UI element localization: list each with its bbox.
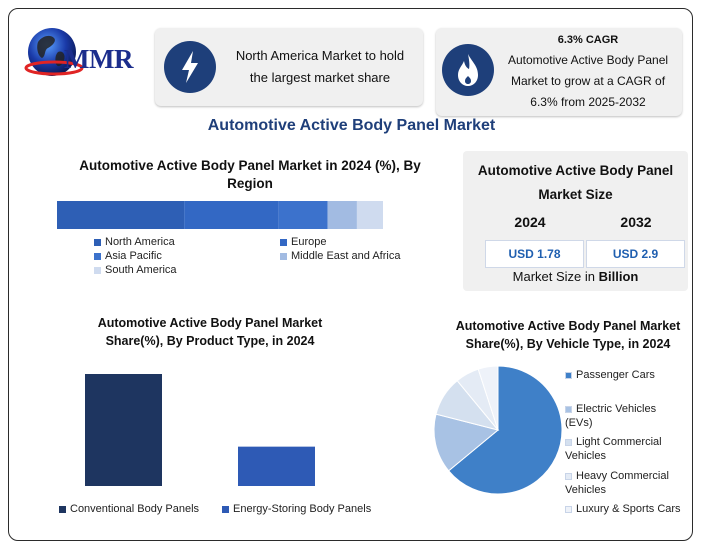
legend-swatch [565,406,572,413]
legend-label: Asia Pacific [105,250,162,262]
cagr-heading: 6.3% CAGR [557,34,619,46]
legend-swatch [565,506,572,513]
vehicle-legend-item-luxury-sports-cars [565,502,683,516]
region-bar-segment-middle-east-and-africa [328,201,357,229]
vehicle-legend-item-heavy-commercial-vehicles [565,469,683,497]
product-bar-energy-storing-body-panels [238,447,315,486]
legend-label: Energy-Storing Body Panels [233,503,372,515]
legend-swatch [565,439,572,446]
legend-swatch [222,506,229,513]
legend-swatch [280,239,287,246]
legend-swatch [94,267,101,274]
value-2032: USD 2.9 [586,240,685,268]
flame-icon [442,44,494,96]
legend-swatch [94,239,101,246]
page-title: Automotive Active Body Panel Market [207,117,496,134]
logo-text: MMR [64,44,133,74]
legend-swatch [94,253,101,260]
legend-label: North America [105,236,175,248]
region-legend-item-europe [280,236,326,248]
legend-label: Conventional Body Panels [70,503,200,515]
vehicle-legend-item-passenger-cars [565,368,683,382]
legend-label: Heavy Commercial Vehicles [565,470,669,496]
region-bar-segment-south-america [357,201,383,229]
region-stacked-bar [57,201,383,229]
note-prefix: Market Size in [512,269,599,284]
legend-label: Middle East and Africa [291,250,401,262]
product-bar-chart [60,360,360,490]
highlight-card-cagr [436,28,682,116]
year-2032: 2032 [620,214,652,230]
product-legend-item-energy-storing-body-panels [222,503,371,515]
vehicle-pie-chart [430,362,566,498]
vehicle-legend-item-light-commercial-vehicles [565,435,683,463]
product-legend-item-conventional-body-panels [59,503,199,515]
legend-label: Europe [291,236,327,248]
year-2024: 2024 [514,214,546,230]
product-chart-title: Automotive Active Body Panel Market Share(%), By Product Type, in 2024 [97,316,323,348]
highlight-card-region [155,28,423,106]
card-text: North America Market to hold the largest market share [235,48,405,85]
legend-swatch [565,473,572,480]
region-legend-item-south-america [94,264,177,276]
legend-label: Luxury & Sports Cars [576,503,681,515]
region-bar-segment-north-america [57,201,184,229]
region-legend-item-asia-pacific [94,250,162,262]
region-chart-title: Automotive Active Body Panel Market in 2024 (%), By Region [79,158,421,191]
mmr-logo [24,22,148,88]
legend-label: Electric Vehicles (EVs) [565,403,657,429]
vehicle-chart-title: Automotive Active Body Panel Market Share(%), By Vehicle Type, in 2024 [455,319,681,351]
region-legend-item-north-america [94,236,175,248]
legend-swatch [59,506,66,513]
market-size-heading: Automotive Active Body Panel Market Size [477,163,674,202]
vehicle-legend-item-electric-vehicles-evs [565,402,683,430]
market-size-note [463,269,688,284]
region-bar-segment-europe [184,201,279,229]
region-legend-item-middle-east-and-africa [280,250,400,262]
legend-swatch [280,253,287,260]
cagr-text: Automotive Active Body Panel Market to grow at a CAGR of 6.3% from 2025-2032 [507,53,669,109]
legend-label: Passenger Cars [576,369,655,381]
lightning-icon [164,41,216,93]
region-bar-segment-asia-pacific [279,201,328,229]
value-2024: USD 1.78 [485,240,584,268]
market-size-panel [463,151,688,291]
legend-swatch [565,372,572,379]
product-bar-conventional-body-panels [85,374,162,486]
legend-label: Light Commercial Vehicles [565,436,662,462]
legend-label: South America [105,264,177,276]
note-bold: Billion [598,269,639,284]
